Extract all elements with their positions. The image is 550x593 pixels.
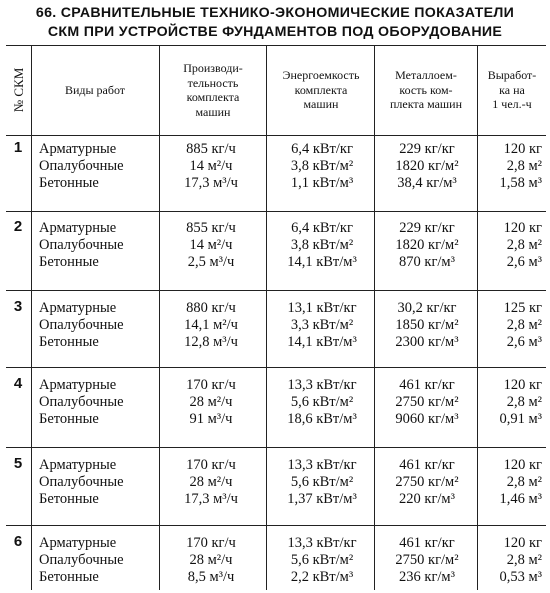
energy-intensity-cell: 2,2 кВт/м³ xyxy=(290,569,354,585)
energy-intensity-cell: 6,4 кВт/кг xyxy=(291,141,353,157)
output-cell: 0,91 м³ xyxy=(499,411,542,427)
header-work-type xyxy=(32,47,158,133)
metal-intensity-cell: 2300 кг/м³ xyxy=(395,334,459,350)
scm-number: 1 xyxy=(13,139,23,156)
header-scm-number-label: № СКМ xyxy=(11,67,26,113)
productivity-cell: 14,1 м²/ч xyxy=(184,317,238,333)
productivity-cell: 17,3 м³/ч xyxy=(184,175,238,191)
work-type-cell: Бетонные xyxy=(39,334,99,350)
energy-intensity-cell: 13,3 кВт/кг xyxy=(287,457,357,473)
header-metal-intensity xyxy=(376,47,476,133)
work-type-cell: Опалубочные xyxy=(39,317,124,333)
group-separator xyxy=(6,367,546,368)
productivity-cell: 170 кг/ч xyxy=(186,377,236,393)
productivity-cell: 12,8 м³/ч xyxy=(184,334,238,350)
output-cell: 120 кг xyxy=(503,141,542,157)
productivity-cell: 880 кг/ч xyxy=(186,300,236,316)
header-metal-intensity-line: кость ком- xyxy=(399,82,453,97)
output-cell: 0,53 м³ xyxy=(499,569,542,585)
metal-intensity-cell: 229 кг/кг xyxy=(399,220,455,236)
energy-intensity-cell: 3,8 кВт/м² xyxy=(290,158,354,174)
header-productivity-line: тельность xyxy=(187,75,239,90)
output-cell: 2,8 м² xyxy=(506,237,542,253)
metal-intensity-cell: 461 кг/кг xyxy=(399,377,455,393)
productivity-cell: 91 м³/ч xyxy=(189,411,233,427)
metal-intensity-cell: 2750 кг/м² xyxy=(395,474,459,490)
metal-intensity-cell: 30,2 кг/кг xyxy=(397,300,457,316)
scm-number: 5 xyxy=(13,455,23,472)
output-cell: 120 кг xyxy=(503,535,542,551)
output-cell: 2,8 м² xyxy=(506,158,542,174)
work-type-cell: Бетонные xyxy=(39,254,99,270)
header-productivity xyxy=(161,47,265,133)
header-productivity-line: Производи- xyxy=(183,61,243,75)
output-cell: 2,6 м³ xyxy=(506,334,542,350)
scm-number: 6 xyxy=(13,533,23,550)
header-metal-intensity-line: Металлоем- xyxy=(395,68,457,83)
work-type-cell: Бетонные xyxy=(39,175,99,191)
energy-intensity-cell: 14,1 кВт/м³ xyxy=(287,254,357,270)
output-cell: 2,8 м² xyxy=(506,317,542,333)
work-type-cell: Арматурные xyxy=(39,457,117,473)
productivity-cell: 170 кг/ч xyxy=(186,535,236,551)
table-column-divider xyxy=(31,45,32,590)
scm-number: 2 xyxy=(13,218,23,235)
header-scm-number xyxy=(7,47,31,133)
productivity-cell: 2,5 м³/ч xyxy=(187,254,235,270)
energy-intensity-cell: 5,6 кВт/м² xyxy=(290,552,354,568)
productivity-cell: 170 кг/ч xyxy=(186,457,236,473)
table-title xyxy=(0,4,550,42)
energy-intensity-cell: 6,4 кВт/кг xyxy=(291,220,353,236)
group-separator xyxy=(6,290,546,291)
energy-intensity-cell: 14,1 кВт/м³ xyxy=(287,334,357,350)
metal-intensity-cell: 870 кг/м³ xyxy=(399,254,455,270)
energy-intensity-cell: 18,6 кВт/м³ xyxy=(287,411,357,427)
metal-intensity-cell: 461 кг/кг xyxy=(399,535,455,551)
metal-intensity-cell: 2750 кг/м² xyxy=(395,552,459,568)
output-cell: 120 кг xyxy=(503,377,542,393)
scm-number: 3 xyxy=(13,298,23,315)
energy-intensity-cell: 13,3 кВт/кг xyxy=(287,535,357,551)
table-title-line-2: СКМ ПРИ УСТРОЙСТВЕ ФУНДАМЕНТОВ ПОД ОБОРУДОВАНИЕ xyxy=(47,24,503,40)
work-type-cell: Арматурные xyxy=(39,300,117,316)
work-type-cell: Арматурные xyxy=(39,377,117,393)
work-type-cell: Бетонные xyxy=(39,569,99,585)
energy-intensity-cell: 1,1 кВт/м³ xyxy=(290,175,354,191)
metal-intensity-cell: 2750 кг/м² xyxy=(395,394,459,410)
table-title-line-1: 66. СРАВНИТЕЛЬНЫЕ ТЕХНИКО-ЭКОНОМИЧЕСКИЕ ПОКАЗАТЕЛИ xyxy=(35,5,515,21)
productivity-cell: 855 кг/ч xyxy=(186,220,236,236)
metal-intensity-cell: 1820 кг/м² xyxy=(395,158,459,174)
scm-number: 4 xyxy=(13,375,23,392)
output-cell: 2,8 м² xyxy=(506,552,542,568)
metal-intensity-cell: 236 кг/м³ xyxy=(399,569,455,585)
table-rule-top xyxy=(6,45,546,46)
table-rule-header xyxy=(6,135,546,136)
productivity-cell: 17,3 м³/ч xyxy=(184,491,238,507)
header-output-per-hour-line: Выработ- xyxy=(487,68,537,83)
energy-intensity-cell: 3,3 кВт/м² xyxy=(290,317,354,333)
work-type-cell: Арматурные xyxy=(39,141,117,157)
metal-intensity-cell: 220 кг/м³ xyxy=(399,491,455,507)
work-type-cell: Арматурные xyxy=(39,220,117,236)
energy-intensity-cell: 5,6 кВт/м² xyxy=(290,394,354,410)
group-separator xyxy=(6,525,546,526)
comparison-table xyxy=(6,45,546,590)
header-metal-intensity-line: плекта машин xyxy=(389,97,463,112)
header-energy-intensity-line: Энергоемкость xyxy=(282,68,360,83)
metal-intensity-cell: 1850 кг/м² xyxy=(395,317,459,333)
work-type-cell: Опалубочные xyxy=(39,237,124,253)
productivity-cell: 28 м²/ч xyxy=(189,394,233,410)
work-type-cell: Бетонные xyxy=(39,491,99,507)
output-cell: 2,6 м³ xyxy=(506,254,542,270)
productivity-cell: 28 м²/ч xyxy=(189,552,233,568)
work-type-cell: Опалубочные xyxy=(39,158,124,174)
output-cell: 1,58 м³ xyxy=(499,175,542,191)
energy-intensity-cell: 1,37 кВт/м³ xyxy=(287,491,357,507)
productivity-cell: 14 м²/ч xyxy=(189,237,233,253)
group-separator xyxy=(6,447,546,448)
table-column-divider xyxy=(266,45,267,590)
header-energy-intensity-line: комплекта xyxy=(294,82,348,97)
metal-intensity-cell: 9060 кг/м³ xyxy=(395,411,459,427)
work-type-cell: Опалубочные xyxy=(39,474,124,490)
output-cell: 2,8 м² xyxy=(506,474,542,490)
work-type-cell: Опалубочные xyxy=(39,394,124,410)
energy-intensity-cell: 3,8 кВт/м² xyxy=(290,237,354,253)
work-type-cell: Опалубочные xyxy=(39,552,124,568)
header-output-per-hour-line: 1 чел.-ч xyxy=(492,97,532,112)
header-productivity-line: комплекта xyxy=(186,90,240,104)
work-type-cell: Арматурные xyxy=(39,535,117,551)
group-separator xyxy=(6,211,546,212)
header-energy-intensity-line: машин xyxy=(303,97,339,112)
metal-intensity-cell: 1820 кг/м² xyxy=(395,237,459,253)
productivity-cell: 28 м²/ч xyxy=(189,474,233,490)
metal-intensity-cell: 38,4 кг/м³ xyxy=(397,175,457,191)
productivity-cell: 8,5 м³/ч xyxy=(187,569,235,585)
output-cell: 1,46 м³ xyxy=(499,491,542,507)
energy-intensity-cell: 13,1 кВт/кг xyxy=(287,300,357,316)
header-productivity-line: машин xyxy=(195,104,231,119)
output-cell: 2,8 м² xyxy=(506,394,542,410)
header-output-per-hour-line: ка на xyxy=(499,82,525,97)
energy-intensity-cell: 13,3 кВт/кг xyxy=(287,377,357,393)
header-work-type-label: Виды работ xyxy=(64,82,126,97)
energy-intensity-cell: 5,6 кВт/м² xyxy=(290,474,354,490)
metal-intensity-cell: 461 кг/кг xyxy=(399,457,455,473)
output-cell: 125 кг xyxy=(503,300,542,316)
work-type-cell: Бетонные xyxy=(39,411,99,427)
output-cell: 120 кг xyxy=(503,457,542,473)
header-energy-intensity xyxy=(268,47,374,133)
metal-intensity-cell: 229 кг/кг xyxy=(399,141,455,157)
productivity-cell: 885 кг/ч xyxy=(186,141,236,157)
productivity-cell: 14 м²/ч xyxy=(189,158,233,174)
header-output-per-hour xyxy=(478,47,546,133)
output-cell: 120 кг xyxy=(503,220,542,236)
